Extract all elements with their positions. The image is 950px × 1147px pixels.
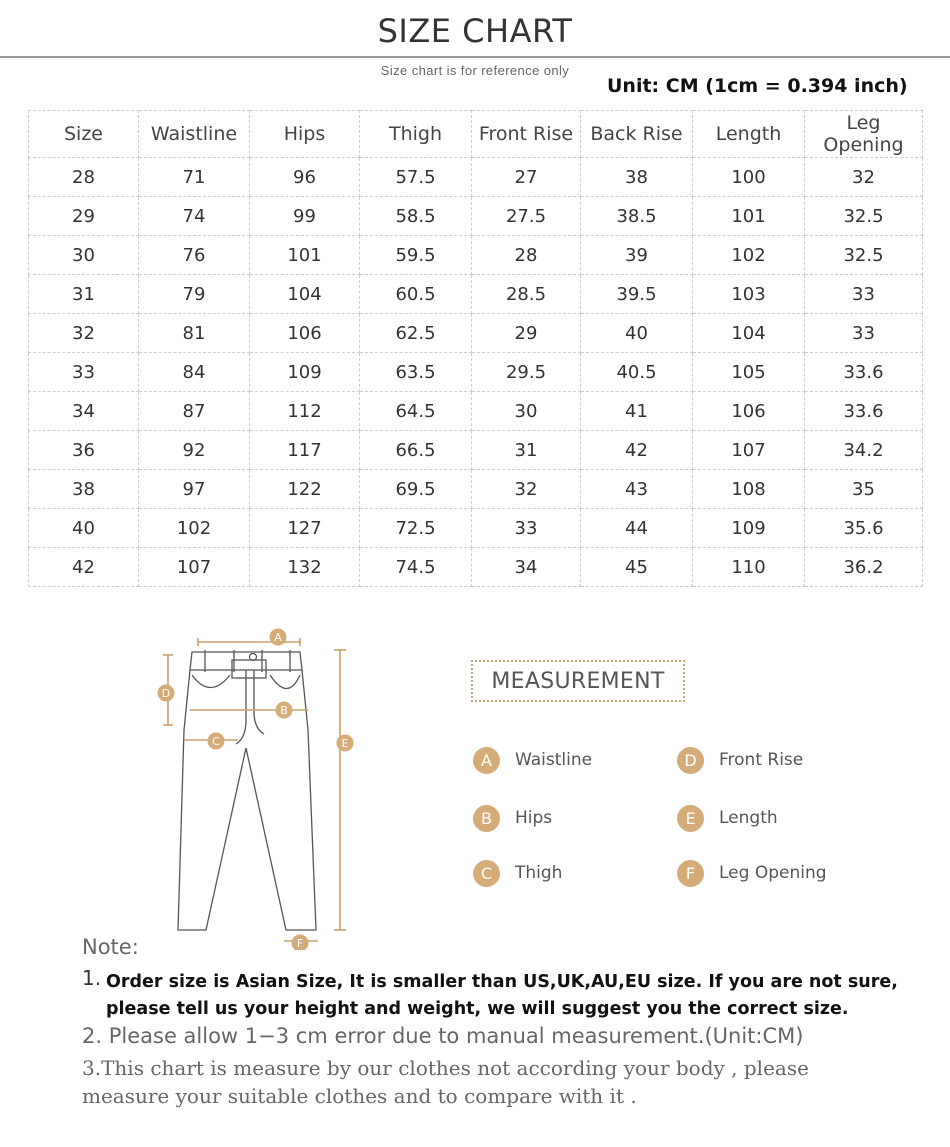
marker-letter: D: [161, 687, 171, 700]
column-header: Thigh: [360, 111, 472, 158]
left-pocket: [192, 675, 230, 688]
size-table: [28, 110, 923, 587]
belt-loops: [205, 650, 290, 672]
note-2: 2. Please allow 1−3 cm error due to manual measurement.(Unit:CM): [82, 1024, 804, 1048]
table-cell: 71: [139, 158, 250, 197]
table-cell: 109: [693, 509, 805, 548]
legend-letter-badge: F: [677, 860, 704, 887]
legend-item: [473, 746, 592, 774]
table-cell: 32.5: [805, 197, 923, 236]
legs-outline: [178, 670, 316, 930]
table-cell: 106: [250, 314, 360, 353]
table-cell: 40: [581, 314, 693, 353]
table-cell: 64.5: [360, 392, 472, 431]
table-cell: 39.5: [581, 275, 693, 314]
table-cell: 39: [581, 236, 693, 275]
column-header: Front Rise: [472, 111, 581, 158]
table-cell: 74.5: [360, 548, 472, 587]
note-3: 3.This chart is measure by our clothes not according your body , please measure your suitable clothes and to compare with it .: [82, 1056, 809, 1108]
table-cell: 102: [139, 509, 250, 548]
table-row: [29, 509, 923, 548]
table-cell: 117: [250, 431, 360, 470]
table-cell: 66.5: [360, 431, 472, 470]
table-cell: 27: [472, 158, 581, 197]
table-cell: 32: [472, 470, 581, 509]
legend-letter-badge: A: [473, 747, 500, 774]
table-cell: 74: [139, 197, 250, 236]
table-cell: 109: [250, 353, 360, 392]
legend-label: Waistline: [515, 750, 593, 770]
table-cell: 96: [250, 158, 360, 197]
legend-item: [677, 746, 803, 774]
table-cell: 104: [693, 314, 805, 353]
table-cell: 33: [805, 275, 923, 314]
table-cell: 33: [29, 353, 139, 392]
table-cell: 112: [250, 392, 360, 431]
table-cell: 42: [581, 431, 693, 470]
table-cell: 69.5: [360, 470, 472, 509]
diagram-marker-f: [292, 935, 309, 951]
table-cell: 29.5: [472, 353, 581, 392]
table-cell: 38: [581, 158, 693, 197]
table-cell: 107: [693, 431, 805, 470]
table-cell: 76: [139, 236, 250, 275]
size-table-container: [28, 110, 922, 587]
table-cell: 30: [29, 236, 139, 275]
table-cell: 30: [472, 392, 581, 431]
table-cell: 38: [29, 470, 139, 509]
table-cell: 108: [693, 470, 805, 509]
legend-item: [677, 804, 778, 832]
diagram-marker-c: [208, 733, 225, 750]
table-cell: 62.5: [360, 314, 472, 353]
table-row: [29, 314, 923, 353]
legend-label: Thigh: [515, 863, 563, 883]
table-cell: 42: [29, 548, 139, 587]
table-row: [29, 275, 923, 314]
marker-letter: B: [280, 704, 288, 717]
table-row: [29, 392, 923, 431]
column-header: Waistline: [139, 111, 250, 158]
table-cell: 29: [472, 314, 581, 353]
diagram-marker-a: [270, 629, 287, 646]
table-cell: 29: [29, 197, 139, 236]
marker-letter: E: [341, 737, 349, 750]
table-cell: 34: [472, 548, 581, 587]
legend-label: Front Rise: [719, 750, 804, 770]
table-cell: 41: [581, 392, 693, 431]
table-cell: 36: [29, 431, 139, 470]
table-cell: 81: [139, 314, 250, 353]
table-cell: 99: [250, 197, 360, 236]
note-1-number: 1.: [82, 966, 102, 990]
pants-diagram-icon: [150, 620, 370, 950]
column-header: Length: [693, 111, 805, 158]
coin-pocket: [232, 660, 266, 678]
table-cell: 28.5: [472, 275, 581, 314]
diagram-marker-e: [337, 735, 354, 752]
table-cell: 110: [693, 548, 805, 587]
table-cell: 59.5: [360, 236, 472, 275]
table-cell: 72.5: [360, 509, 472, 548]
table-cell: 35: [805, 470, 923, 509]
table-cell: 33.6: [805, 392, 923, 431]
fly-line: [236, 670, 246, 744]
table-cell: 40.5: [581, 353, 693, 392]
table-cell: 43: [581, 470, 693, 509]
marker-letter: A: [274, 631, 282, 644]
legend-label: Leg Opening: [719, 863, 827, 883]
table-cell: 101: [693, 197, 805, 236]
table-cell: 60.5: [360, 275, 472, 314]
table-cell: 35.6: [805, 509, 923, 548]
table-header-row: [29, 111, 923, 158]
table-cell: 122: [250, 470, 360, 509]
table-cell: 132: [250, 548, 360, 587]
table-cell: 92: [139, 431, 250, 470]
measurement-title: MEASUREMENT: [471, 660, 685, 702]
unit-label: Unit: CM (1cm = 0.394 inch): [607, 75, 908, 97]
table-cell: 32: [805, 158, 923, 197]
table-row: [29, 197, 923, 236]
table-cell: 100: [693, 158, 805, 197]
marker-letter: F: [296, 937, 304, 950]
table-row: [29, 548, 923, 587]
legend-item: [677, 859, 827, 887]
marker-letter: C: [212, 735, 220, 748]
table-cell: 34: [29, 392, 139, 431]
column-header: Leg Opening: [805, 111, 923, 158]
table-cell: 32.5: [805, 236, 923, 275]
table-cell: 63.5: [360, 353, 472, 392]
table-cell: 36.2: [805, 548, 923, 587]
legend-label: Length: [719, 808, 778, 828]
table-cell: 38.5: [581, 197, 693, 236]
table-cell: 40: [29, 509, 139, 548]
note-1-text: Order size is Asian Size, It is smaller than US,UK,AU,EU size. If you are not sure, please tell us your height and weight, we will suggest you the correct size.: [106, 972, 898, 1019]
table-cell: 102: [693, 236, 805, 275]
table-cell: 101: [250, 236, 360, 275]
legend-letter-badge: C: [473, 860, 500, 887]
waistband-outline: [190, 652, 302, 670]
right-pocket: [270, 675, 300, 689]
table-row: [29, 353, 923, 392]
table-cell: 33.6: [805, 353, 923, 392]
table-cell: 107: [139, 548, 250, 587]
table-cell: 103: [693, 275, 805, 314]
table-cell: 44: [581, 509, 693, 548]
fly-line-2: [254, 670, 264, 734]
table-cell: 31: [472, 431, 581, 470]
note-title: Note:: [82, 935, 139, 959]
legend-item: [473, 804, 552, 832]
table-row: [29, 158, 923, 197]
legend-letter-badge: B: [473, 805, 500, 832]
table-cell: 33: [472, 509, 581, 548]
legend-letter-badge: E: [677, 805, 704, 832]
table-cell: 87: [139, 392, 250, 431]
table-cell: 27.5: [472, 197, 581, 236]
legend-letter-badge: D: [677, 747, 704, 774]
table-cell: 28: [472, 236, 581, 275]
table-row: [29, 431, 923, 470]
table-cell: 31: [29, 275, 139, 314]
table-cell: 84: [139, 353, 250, 392]
table-body: [29, 158, 923, 587]
table-cell: 34.2: [805, 431, 923, 470]
table-cell: 28: [29, 158, 139, 197]
header-divider: [0, 56, 950, 58]
header: [0, 0, 950, 97]
table-cell: 32: [29, 314, 139, 353]
diagram-marker-d: [158, 685, 175, 702]
table-cell: 33: [805, 314, 923, 353]
table-cell: 79: [139, 275, 250, 314]
column-header: Size: [29, 111, 139, 158]
table-cell: 127: [250, 509, 360, 548]
column-header: Hips: [250, 111, 360, 158]
table-row: [29, 470, 923, 509]
table-row: [29, 236, 923, 275]
page-title: SIZE CHART: [377, 12, 573, 50]
table-cell: 57.5: [360, 158, 472, 197]
table-cell: 45: [581, 548, 693, 587]
table-cell: 105: [693, 353, 805, 392]
subtitle: Size chart is for reference only: [380, 63, 570, 78]
table-cell: 104: [250, 275, 360, 314]
table-cell: 97: [139, 470, 250, 509]
column-header: Back Rise: [581, 111, 693, 158]
legend-label: Hips: [515, 808, 553, 828]
table-cell: 58.5: [360, 197, 472, 236]
table-cell: 106: [693, 392, 805, 431]
legend-item: [473, 859, 562, 887]
diagram-marker-b: [276, 702, 293, 719]
